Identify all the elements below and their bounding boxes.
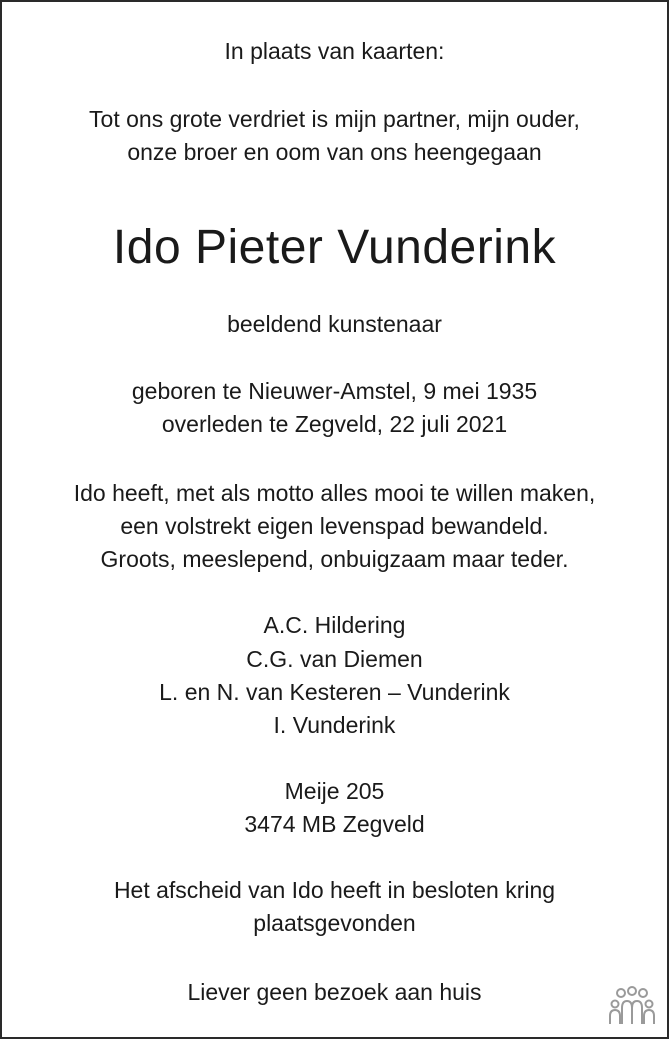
profession-text: beeldend kunstenaar xyxy=(227,311,442,337)
family-member-2: C.G. van Diemen xyxy=(246,646,423,672)
address-city: 3474 MB Zegveld xyxy=(244,811,425,837)
family-member-3: L. en N. van Kesteren – Vunderink xyxy=(159,679,510,705)
family-people-icon xyxy=(607,986,657,1026)
farewell-line-2: plaatsgevonden xyxy=(253,910,416,936)
farewell-line-1: Het afscheid van Ido heeft in besloten kring xyxy=(113,877,556,903)
address-street: Meije 205 xyxy=(284,778,385,804)
birth-text: geboren te Nieuwer-Amstel, 9 mei 1935 xyxy=(131,378,538,404)
motto-line-1: Ido heeft, met als motto alles mooi te willen maken, xyxy=(73,480,596,506)
family-member-4: I. Vunderink xyxy=(273,712,396,738)
intro-text: In plaats van kaarten: xyxy=(224,38,445,64)
death-text: overleden te Zegveld, 22 juli 2021 xyxy=(161,411,508,437)
motto-line-2: een volstrekt eigen levenspad bewandeld. xyxy=(120,513,549,539)
visit-text: Liever geen bezoek aan huis xyxy=(187,979,482,1005)
deceased-name: Ido Pieter Vunderink xyxy=(112,221,557,274)
announcement-line-2: onze broer en oom van ons heengegaan xyxy=(127,139,542,165)
announcement-line-1: Tot ons grote verdriet is mijn partner, mijn ouder, xyxy=(89,106,580,132)
motto-line-3: Groots, meeslepend, onbuigzaam maar teder. xyxy=(100,546,569,572)
family-member-1: A.C. Hildering xyxy=(263,612,406,638)
